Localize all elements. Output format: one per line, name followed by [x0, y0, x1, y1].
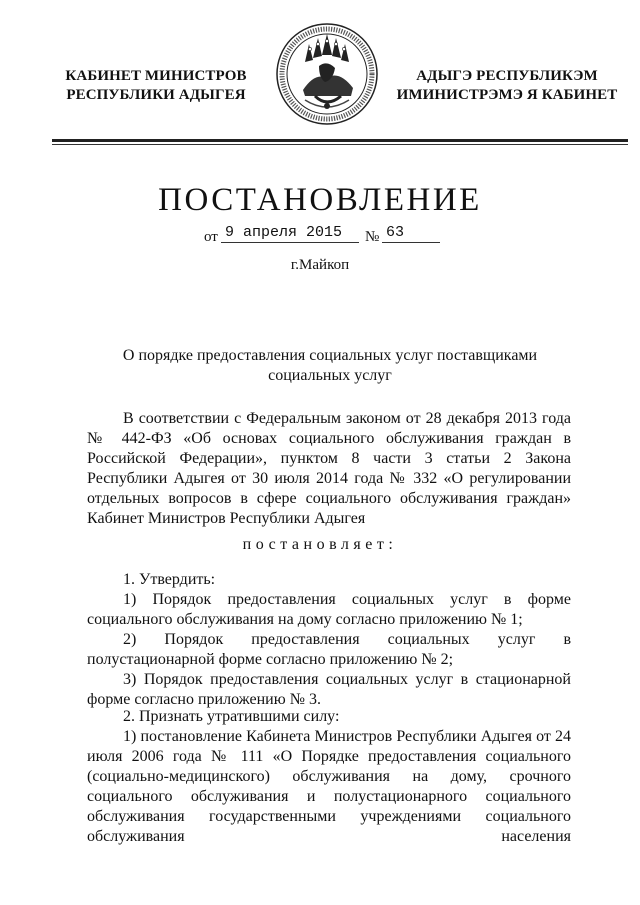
preamble-paragraph: В соответствии с Федеральным законом от 28 декабря 2013 года № 442-ФЗ «Об основах социального обслуживания граждан в Российской Федерации», пунктом 8 части 3 статьи 2 Закона Республики Адыгея от 30 июля 2014 года № 332 «О регулировании отдельных вопросов в сфере социального обслуживания граждан» Кабинет Министров Республики Адыгея	[87, 410, 571, 527]
section-1	[87, 570, 571, 710]
header-right-ady	[388, 67, 626, 105]
preamble-block	[87, 409, 571, 529]
decree-subject	[100, 346, 560, 386]
header-rule-thin	[52, 144, 628, 145]
subject-line2: социальных услуг	[268, 367, 392, 384]
header-left-line1: КАБИНЕТ МИНИСТРОВ	[65, 68, 247, 84]
resolves-word: постановляет:	[242, 536, 398, 553]
date-prefix: от	[204, 229, 218, 245]
section-1-item-3: 3) Порядок предоставления социальных услуг в стационарной форме согласно приложению № 3.	[87, 671, 571, 708]
section-1-item-1: 1) Порядок предоставления социальных услуг в форме социального обслуживания на дому согласно приложению № 1;	[87, 591, 571, 628]
header-left-line2: РЕСПУБЛИКИ АДЫГЕЯ	[66, 87, 246, 103]
adygea-coat-of-arms-icon	[275, 22, 379, 126]
header-right-line1: АДЫГЭ РЕСПУБЛИКЭМ	[416, 68, 598, 84]
decree-number: 63	[382, 224, 440, 243]
section-2-heading: 2. Признать утратившими силу:	[123, 708, 340, 725]
section-1-heading: 1. Утвердить:	[123, 571, 216, 588]
header-right-line2: ИМИНИСТРЭМЭ Я КАБИНЕТ	[396, 87, 618, 103]
header-rule-thick	[52, 139, 628, 142]
decree-date: 9 апреля 2015	[221, 224, 359, 243]
city: г.Майкоп	[290, 257, 350, 273]
header-left-ru	[50, 67, 262, 105]
decree-title: ПОСТАНОВЛЕНИЕ	[158, 182, 482, 218]
subject-line1: О порядке предоставления социальных услуг поставщиками	[122, 347, 538, 364]
section-1-item-2: 2) Порядок предоставления социальных услуг в полустационарной форме согласно приложению № 2;	[87, 631, 571, 668]
section-2-item-1: 1) постановление Кабинета Министров Республики Адыгея от 24 июля 2006 года № 111 «О Порядке предоставления социального (социально-медицинского) обслуживания на дому, срочного социального обслуживания и полустационарного социального обслуживания государственными учреждениями социального обслуживания населения	[87, 728, 571, 845]
section-2	[87, 707, 571, 847]
number-prefix: №	[365, 229, 380, 245]
